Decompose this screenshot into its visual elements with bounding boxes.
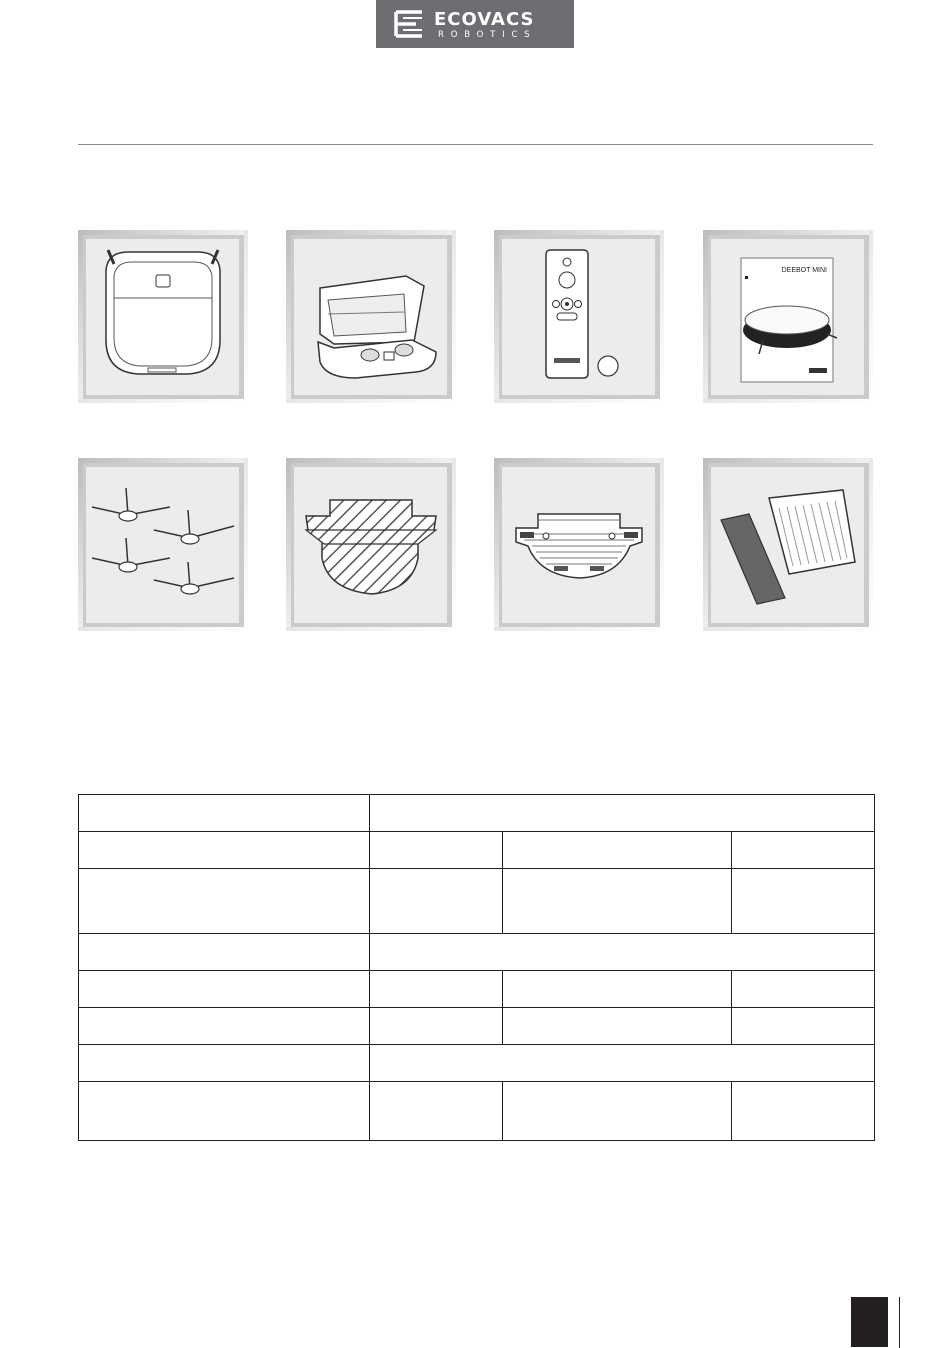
table-cell	[370, 832, 503, 869]
robot-icon	[78, 230, 248, 403]
table-cell	[370, 934, 875, 971]
item-water-tank	[494, 458, 664, 631]
table-cell	[79, 795, 370, 832]
table-row	[79, 795, 875, 832]
filter-icon	[703, 458, 873, 631]
table-cell	[370, 869, 503, 934]
item-remote-control	[494, 230, 664, 403]
table-cell	[79, 934, 370, 971]
table-cell	[503, 1008, 732, 1045]
table-cell	[503, 832, 732, 869]
table-cell	[732, 971, 875, 1008]
ecovacs-mark-icon	[394, 10, 424, 38]
table-row	[79, 971, 875, 1008]
item-cleaning-pad	[286, 458, 456, 631]
charging-dock-icon	[286, 230, 456, 403]
table-cell	[732, 1008, 875, 1045]
logo-sub-text: ROBOTICS	[438, 30, 537, 40]
table-cell	[79, 1045, 370, 1082]
table-cell	[370, 1045, 875, 1082]
table-cell	[503, 1082, 732, 1141]
page-number-box	[851, 1297, 888, 1347]
table-cell	[370, 1008, 503, 1045]
item-manual	[703, 230, 873, 403]
item-side-brushes	[78, 458, 248, 631]
manual-title: DEEBOT MINI	[781, 267, 827, 274]
table-cell	[370, 1082, 503, 1141]
table-row	[79, 869, 875, 934]
header-rule	[78, 144, 873, 145]
logo-brand-text: ECOVACS	[434, 9, 535, 30]
table-cell	[370, 795, 875, 832]
table-row	[79, 934, 875, 971]
table-cell	[79, 869, 370, 934]
item-filter	[703, 458, 873, 631]
table-cell	[79, 1008, 370, 1045]
table-cell	[732, 1082, 875, 1141]
table-cell	[370, 971, 503, 1008]
cleaning-pad-icon	[286, 458, 456, 631]
item-robot	[78, 230, 248, 403]
ecovacs-logo	[376, 0, 574, 48]
side-brushes-icon	[78, 458, 248, 631]
table-row	[79, 1082, 875, 1141]
table-cell	[79, 971, 370, 1008]
spec-table	[78, 794, 875, 1141]
table-cell	[79, 1082, 370, 1141]
remote-control-icon	[494, 230, 664, 403]
table-cell	[732, 869, 875, 934]
table-cell	[79, 832, 370, 869]
table-cell	[503, 869, 732, 934]
table-cell	[503, 971, 732, 1008]
table-cell	[732, 832, 875, 869]
water-tank-icon	[494, 458, 664, 631]
manual-icon	[703, 230, 873, 403]
table-row	[79, 1008, 875, 1045]
table-row	[79, 832, 875, 869]
page-edge-line	[899, 1297, 900, 1348]
table-row	[79, 1045, 875, 1082]
item-charging-dock	[286, 230, 456, 403]
